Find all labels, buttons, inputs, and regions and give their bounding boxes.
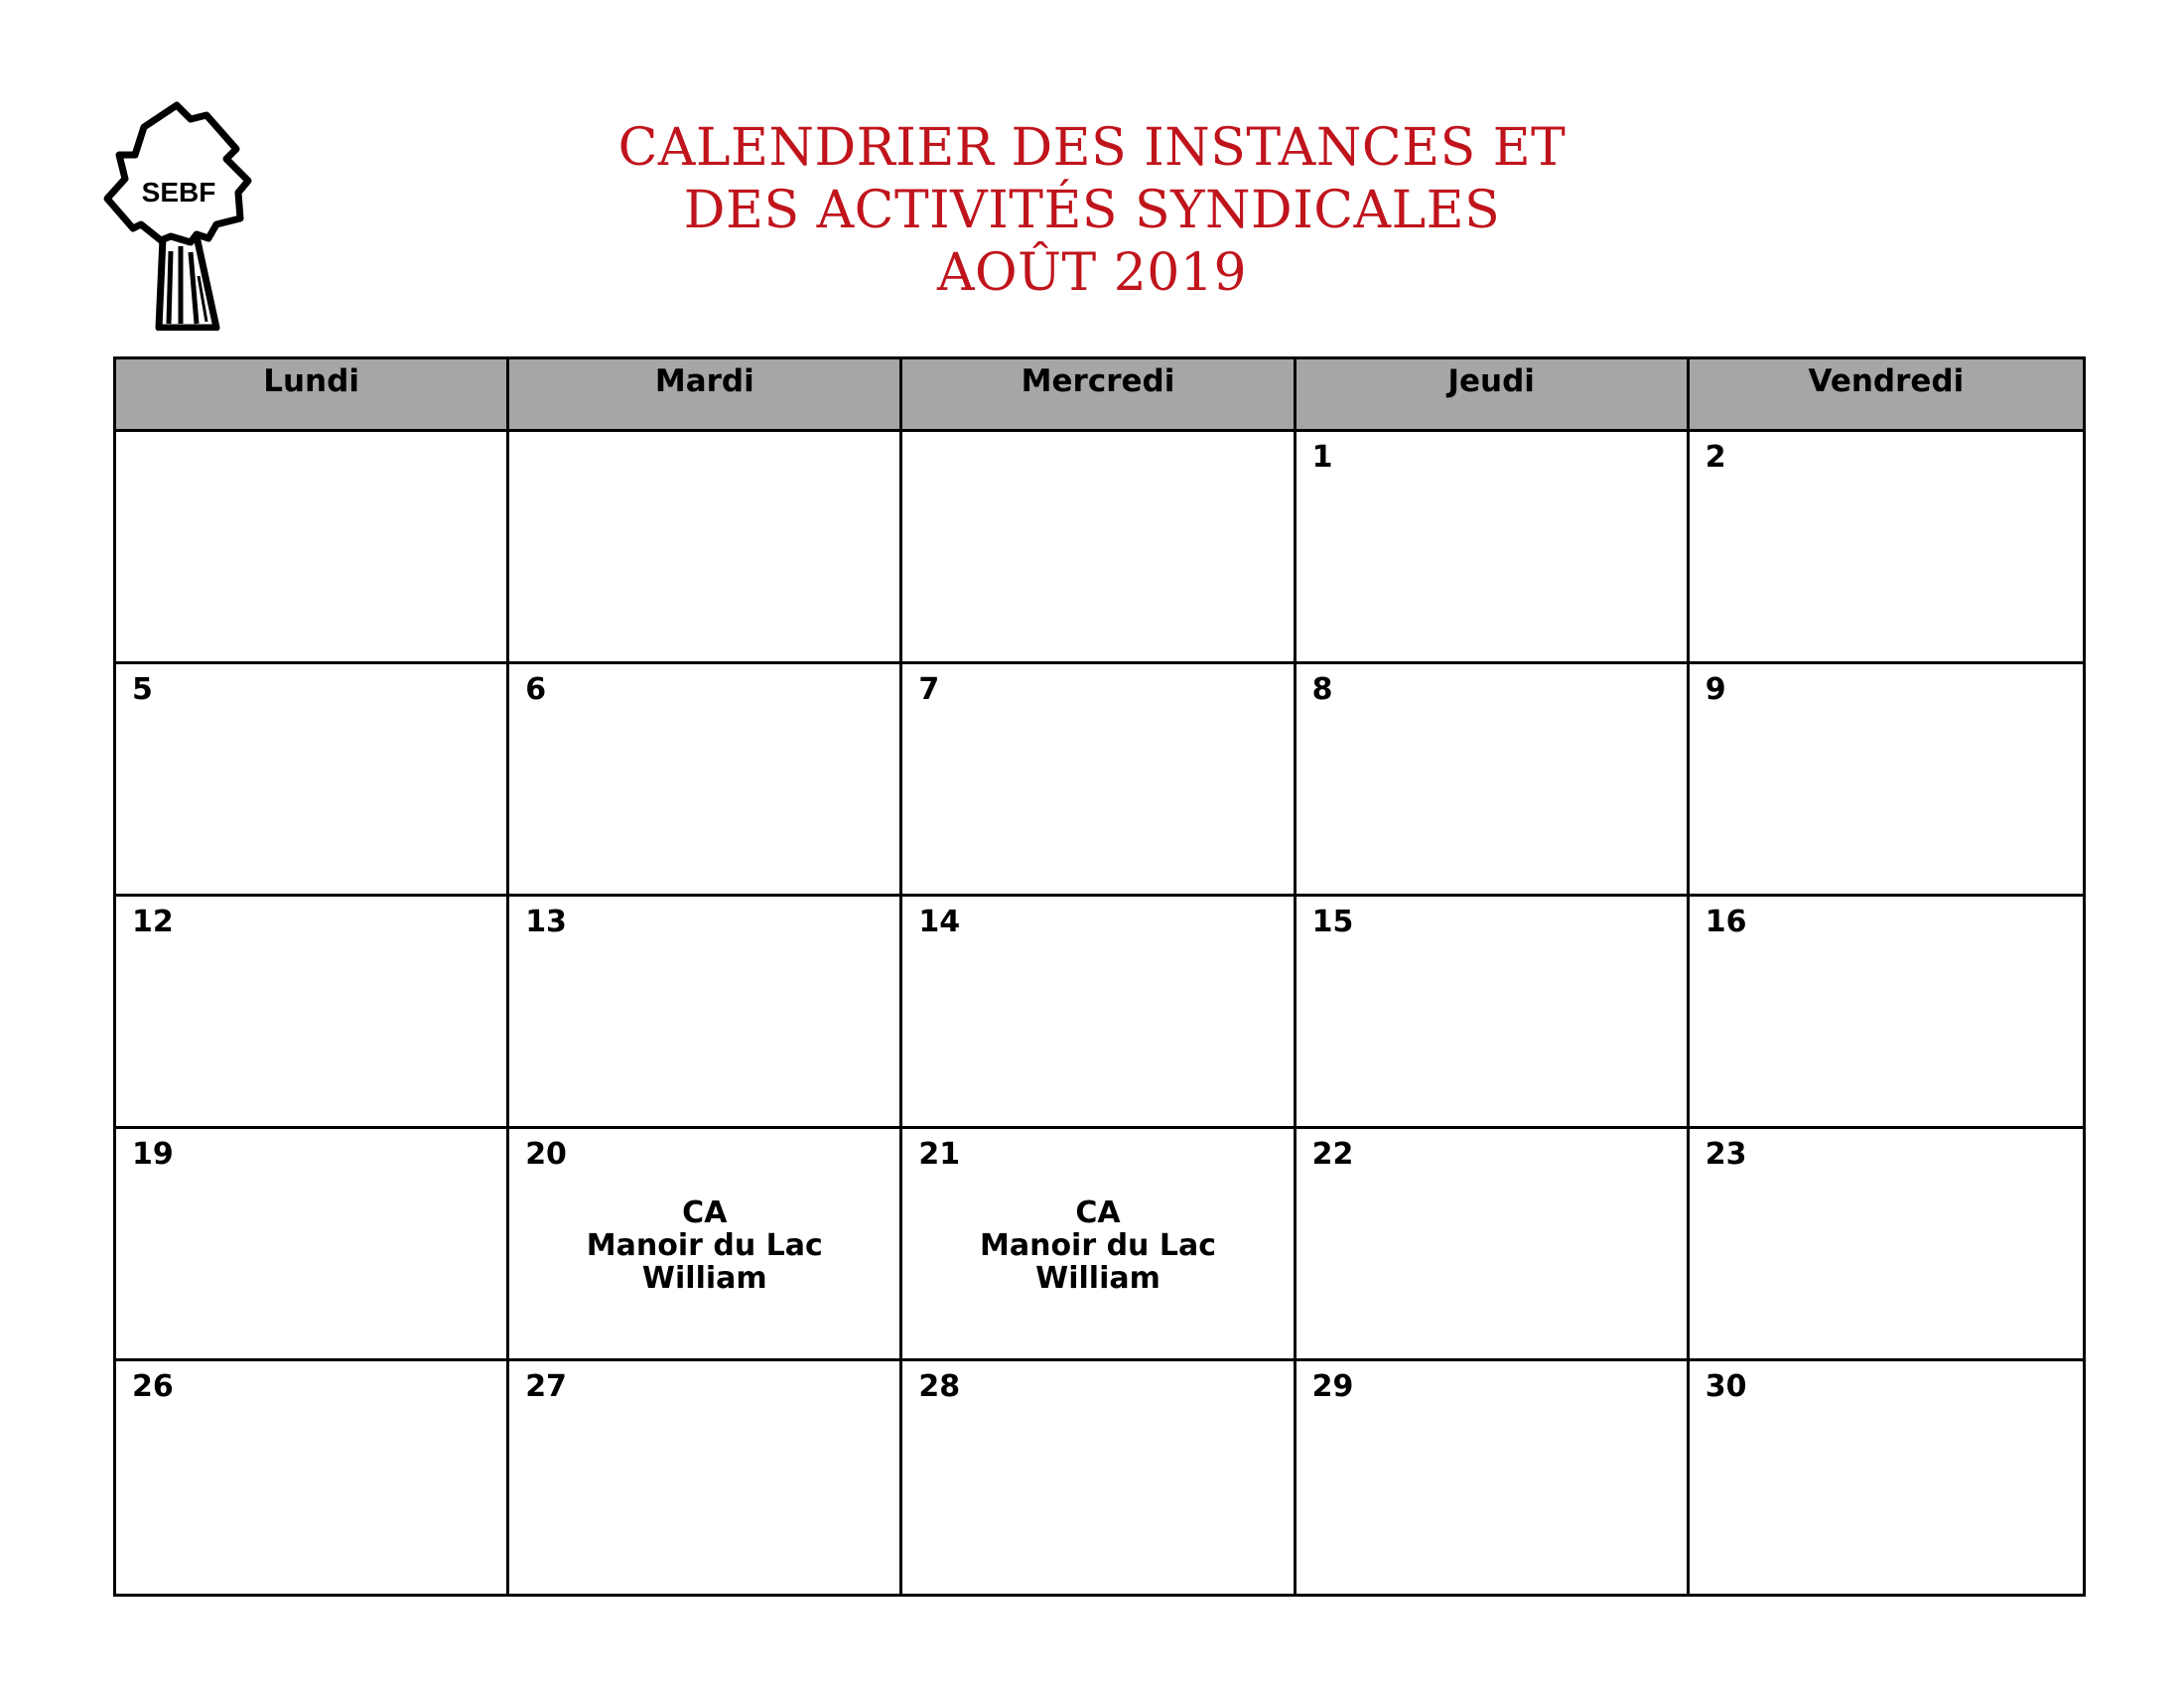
calendar-day-cell [1690, 897, 2083, 1129]
title-line-3: AOÛT 2019 [936, 243, 1248, 303]
event-line: CA [682, 1196, 728, 1230]
calendar-day-cell [902, 897, 1296, 1129]
logo-text: SEBF [141, 177, 216, 208]
calendar-empty-cell [509, 432, 902, 664]
day-number: 23 [1705, 1137, 1747, 1172]
event-line: William [641, 1261, 767, 1296]
day-number: 19 [132, 1137, 174, 1172]
calendar-day-cell [1297, 897, 1690, 1129]
calendar-day-cell [1297, 1129, 1690, 1361]
tree-icon [99, 97, 258, 331]
calendar-day-cell [1690, 432, 2083, 664]
calendar-day-cell [509, 1129, 902, 1361]
day-number: 14 [918, 905, 961, 939]
day-number: 16 [1705, 905, 1747, 939]
calendar-day-cell [1690, 664, 2083, 897]
day-number: 6 [525, 672, 547, 707]
calendar-grid [113, 356, 2086, 1597]
day-number: 8 [1311, 672, 1333, 707]
event-line: William [1035, 1261, 1160, 1296]
weekday-header-jeudi: Jeudi [1297, 359, 1690, 432]
day-number: 5 [132, 672, 153, 707]
calendar-day-cell [1297, 432, 1690, 664]
day-number: 15 [1311, 905, 1354, 939]
calendar-day-cell [116, 664, 509, 897]
calendar-day-cell [509, 1361, 902, 1594]
calendar-day-cell [1690, 1361, 2083, 1594]
weekday-header-mercredi: Mercredi [902, 359, 1296, 432]
day-number: 20 [525, 1137, 567, 1172]
day-number: 29 [1311, 1369, 1354, 1404]
title-line-2: DES ACTIVITÉS SYNDICALES [683, 181, 1501, 240]
day-number: 21 [918, 1137, 961, 1172]
page-title [496, 117, 1688, 305]
calendar-day-cell [1297, 1361, 1690, 1594]
day-number: 27 [525, 1369, 567, 1404]
calendar-empty-cell [902, 432, 1296, 664]
day-number: 7 [918, 672, 940, 707]
calendar-day-cell [902, 1361, 1296, 1594]
calendar-day-cell [116, 1129, 509, 1361]
calendar-empty-cell [116, 432, 509, 664]
day-number: 22 [1311, 1137, 1354, 1172]
event-line: CA [1075, 1196, 1121, 1230]
calendar-day-cell [509, 664, 902, 897]
event-entry [509, 1196, 899, 1295]
event-line: Manoir du Lac [979, 1228, 1216, 1263]
day-number: 30 [1705, 1369, 1747, 1404]
calendar-day-cell [902, 664, 1296, 897]
weekday-header-mardi: Mardi [509, 359, 902, 432]
calendar-day-cell [902, 1129, 1296, 1361]
day-number: 13 [525, 905, 567, 939]
event-entry [902, 1196, 1293, 1295]
weekday-header-lundi: Lundi [116, 359, 509, 432]
calendar-day-cell [1690, 1129, 2083, 1361]
calendar-day-cell [116, 897, 509, 1129]
day-number: 12 [132, 905, 174, 939]
sebf-logo [99, 97, 258, 331]
calendar-day-cell [1297, 664, 1690, 897]
day-number: 26 [132, 1369, 174, 1404]
calendar-day-cell [116, 1361, 509, 1594]
day-number: 28 [918, 1369, 961, 1404]
day-number: 1 [1311, 440, 1333, 475]
day-number: 2 [1705, 440, 1726, 475]
title-line-1: CALENDRIER DES INSTANCES ET [617, 118, 1567, 178]
weekday-header-vendredi: Vendredi [1690, 359, 2083, 432]
day-number: 9 [1705, 672, 1726, 707]
calendar-day-cell [509, 897, 902, 1129]
event-line: Manoir du Lac [586, 1228, 823, 1263]
